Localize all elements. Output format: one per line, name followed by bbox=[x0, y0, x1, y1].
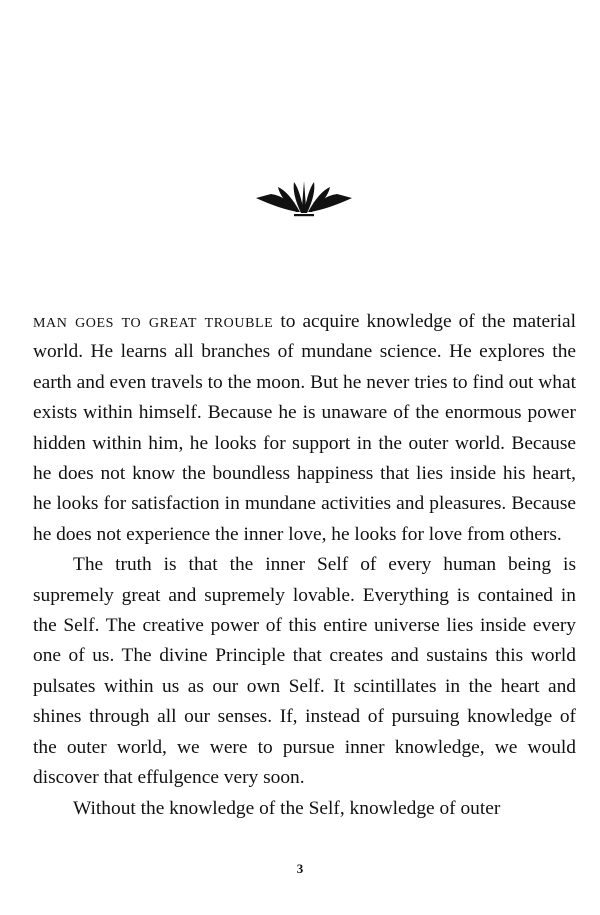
paragraph bbox=[33, 307, 576, 550]
body-text bbox=[33, 307, 576, 824]
paragraph: The truth is that the inner Self of every human being is supremely great and supremely lovable. Everything is contained in the Self. The creative power of this entire universe lies inside every one of us. The divine Principle that creates and sustains this world pulsates within us as our own Self. It scintillates in the heart and shines through all our senses. If, instead of pursuing knowledge of the outer world, we were to pursue inner knowledge, we would discover that effulgence very soon. bbox=[33, 554, 576, 789]
paragraph-text: to acquire knowledge of the material world. He learns all branches of mundane science. He explores the earth and even travels to the moon. But he never tries to find out what exists within himself. Because he is unaware of the enormous power hidden within him, he looks for support in the outer world. Because he does not know the boundless happiness that lies inside his heart, he looks for satisfaction in mundane activities and pleasures. Because he does not experience the inner love, he looks for love from others. bbox=[33, 311, 576, 545]
paragraph: Without the knowledge of the Self, knowledge of outer bbox=[73, 797, 501, 819]
scallop-shell-ornament-icon bbox=[256, 180, 352, 220]
lead-in-small-caps: man goes to great trouble bbox=[33, 311, 274, 332]
page-number: 3 bbox=[296, 861, 304, 876]
